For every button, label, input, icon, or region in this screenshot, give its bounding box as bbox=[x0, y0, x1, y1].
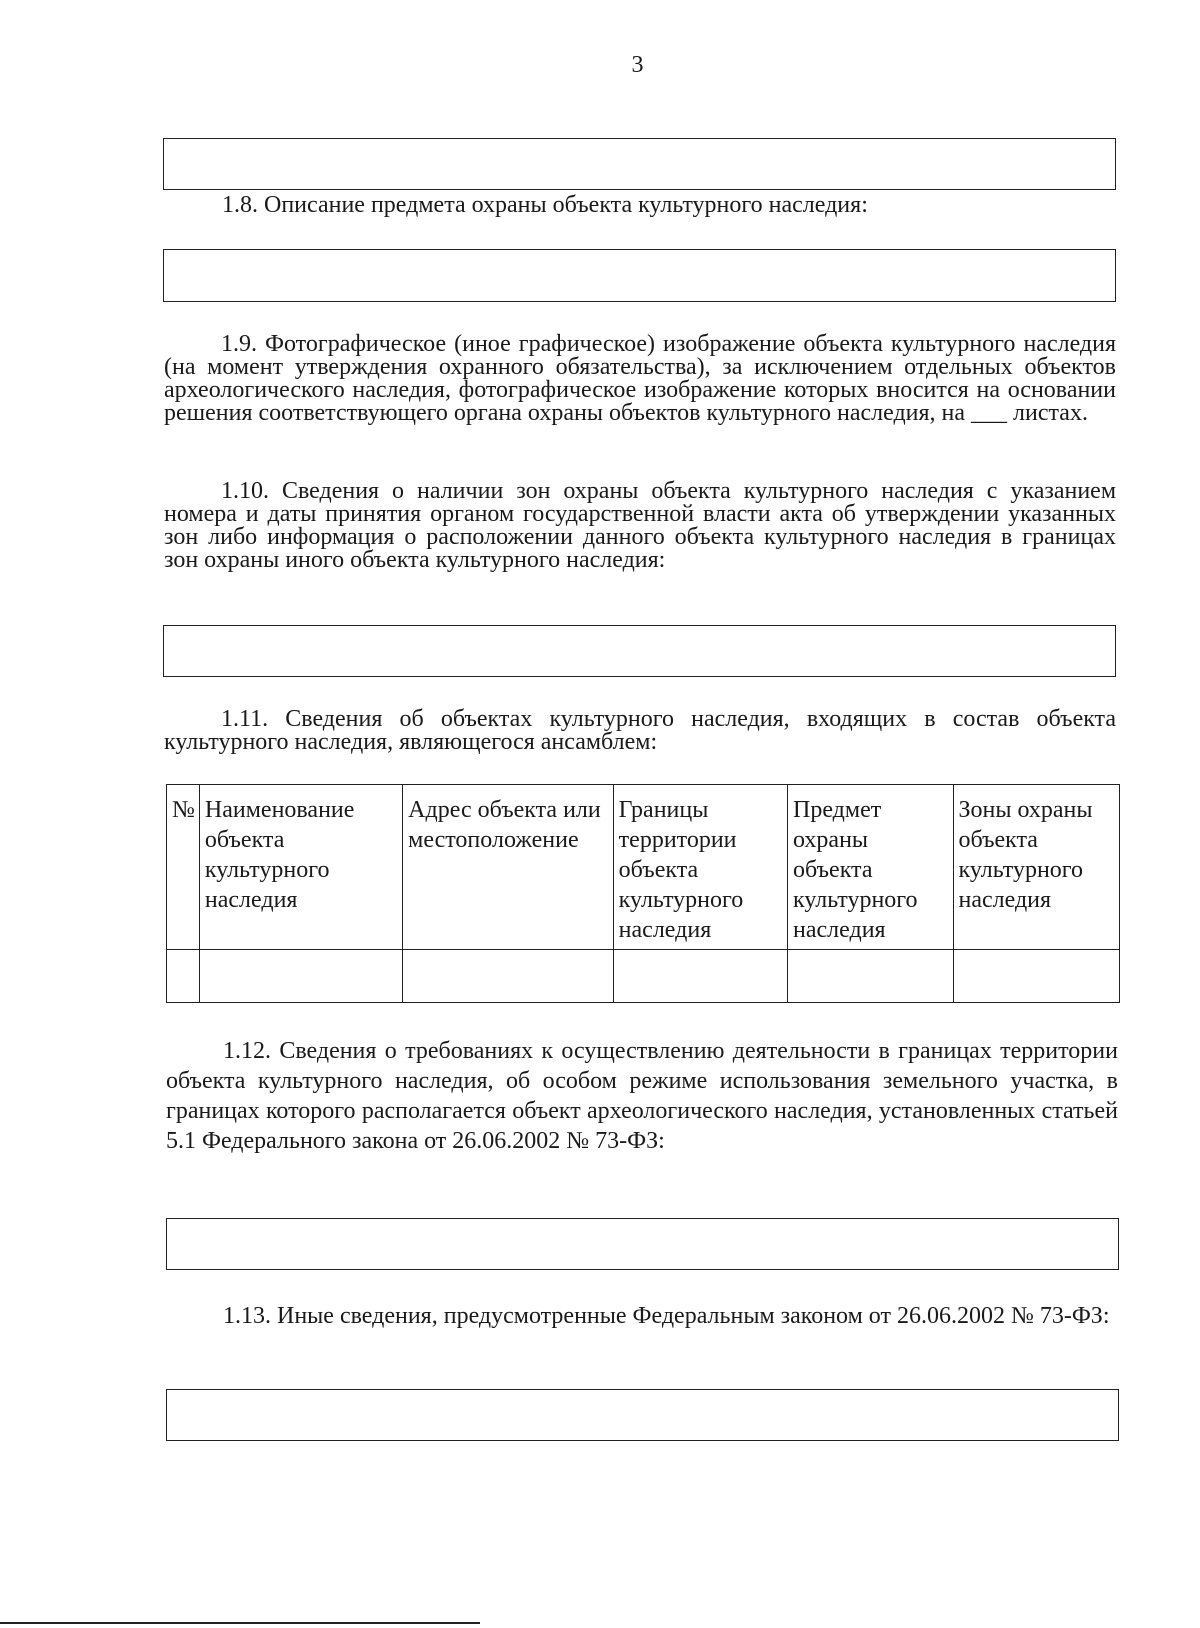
section-1-10-paragraph: 1.10. Сведения о наличии зон охраны объекта культурного наследия с указанием номера и даты принятия органом государственной власти акта об утверждении указанных зон либо информация о расположении данного объекта культурного наследия в границах зон охраны иного объекта культурного наследия: bbox=[164, 478, 1116, 573]
table-cell[interactable] bbox=[403, 950, 614, 1003]
section-1-13-box[interactable] bbox=[166, 1389, 1119, 1441]
table-cell[interactable] bbox=[613, 950, 787, 1003]
page-number: 3 bbox=[631, 52, 644, 78]
section-1-8-box[interactable] bbox=[163, 249, 1116, 302]
section-1-8-heading: 1.8. Описание предмета охраны объекта культурного наследия: bbox=[222, 192, 868, 218]
section-1-13-paragraph: 1.13. Иные сведения, предусмотренные Федеральным законом от 26.06.2002 № 73-ФЗ: bbox=[223, 1303, 1110, 1329]
table-cell[interactable] bbox=[788, 950, 953, 1003]
table-header-cell-number: № bbox=[167, 785, 200, 950]
table-header-cell-protection-subject: Предмет охраны объекта культурного наследия bbox=[788, 785, 953, 950]
footer-divider bbox=[0, 1622, 480, 1624]
table-header-row bbox=[167, 785, 1120, 950]
section-1-9-paragraph: 1.9. Фотографическое (иное графическое) изображение объекта культурного наследия (на момент утверждения охранного обязательства), за исключением отдельных объектов археологического наследия, фотографическое изображение которых вносится на основании решения соответствующего органа охраны объектов культурного наследия, на ___ листах. bbox=[164, 331, 1116, 426]
table-cell[interactable] bbox=[167, 950, 200, 1003]
table-header-cell-address: Адрес объекта или местоположение bbox=[403, 785, 614, 950]
table-cell[interactable] bbox=[953, 950, 1120, 1003]
section-1-12-paragraph: 1.12. Сведения о требованиях к осуществлению деятельности в границах территории объекта культурного наследия, об особом режиме использования земельного участка, в границах которого располагается объект археологического наследия, установленных статьей 5.1 Федерального закона от 26.06.2002 № 73-ФЗ: bbox=[166, 1038, 1118, 1154]
table-header-cell-name: Наименование объекта культурного наследия bbox=[199, 785, 402, 950]
section-1-10-box[interactable] bbox=[163, 625, 1116, 677]
ensemble-objects-table bbox=[166, 784, 1120, 1003]
table-row bbox=[167, 950, 1120, 1003]
section-1-12-box[interactable] bbox=[166, 1218, 1119, 1270]
section-1-11-paragraph: 1.11. Сведения об объектах культурного наследия, входящих в состав объекта культурного наследия, являющегося ансамблем: bbox=[164, 706, 1116, 755]
table-header-cell-boundaries: Границы территории объекта культурного наследия bbox=[613, 785, 787, 950]
table-header-cell-protection-zones: Зоны охраны объекта культурного наследия bbox=[953, 785, 1120, 950]
previous-section-box bbox=[163, 138, 1116, 190]
table-cell[interactable] bbox=[199, 950, 402, 1003]
